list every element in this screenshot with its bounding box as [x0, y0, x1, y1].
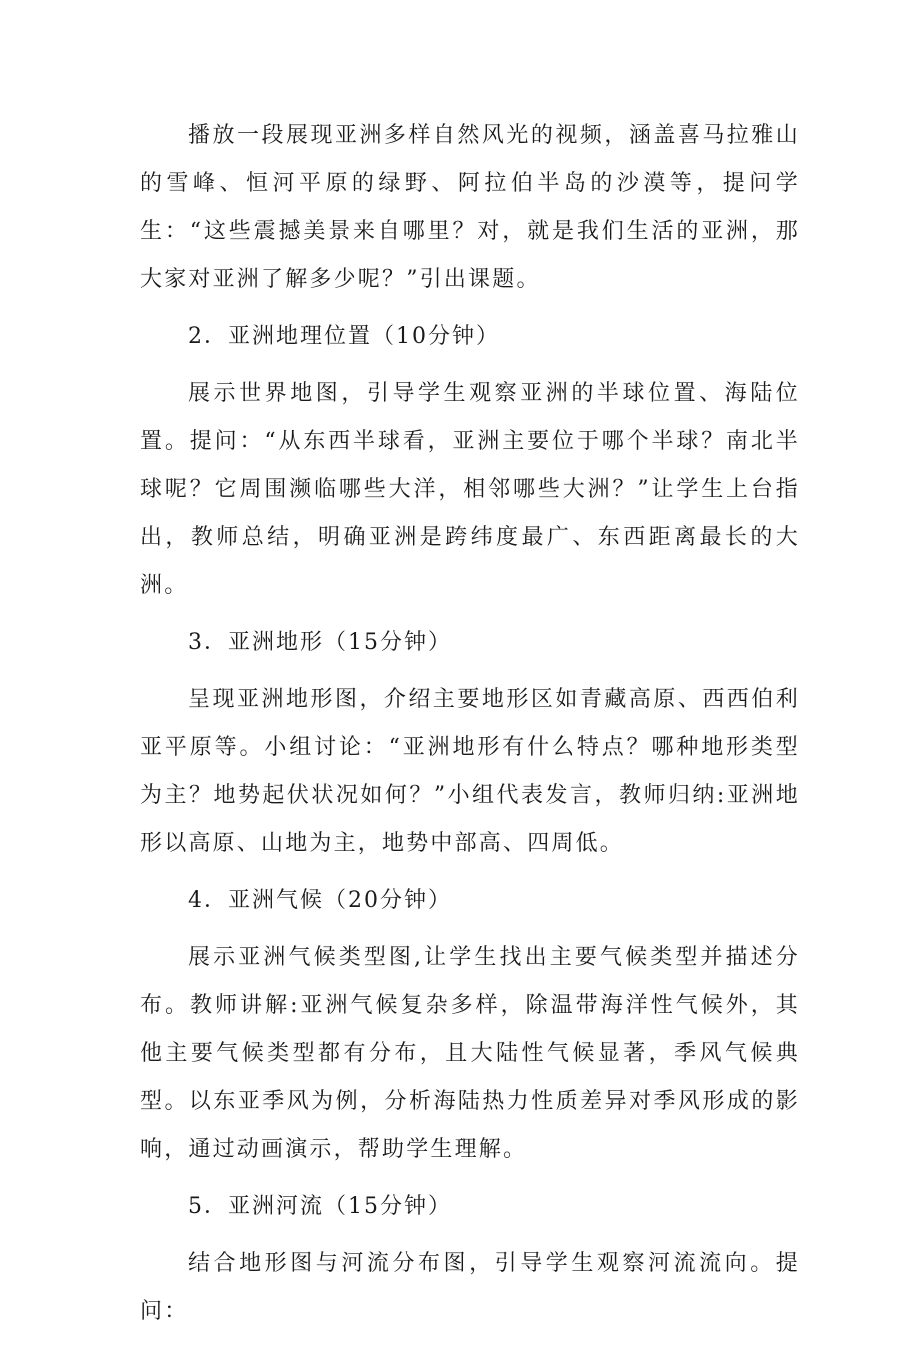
section-heading-rivers: 5．亚洲河流（15分钟） [188, 1194, 452, 1219]
section-body-terrain: 呈现亚洲地形图，介绍主要地形区如青藏高原、西西伯利亚平原等。小组讨论：“亚洲地形有什么特点？哪种地形类型为主？地势起伏状况如何？”小组代表发言，教师归纳:亚洲地形以高原、山地为主，地势中部高、四周低。 [140, 687, 800, 856]
section-body-rivers: 结合地形图与河流分布图，引导学生观察河流流向。提问： [140, 1251, 800, 1324]
section-heading-location: 2．亚洲地理位置（10分钟） [188, 324, 500, 349]
section-heading-climate: 4．亚洲气候（20分钟） [188, 888, 452, 913]
section-heading-terrain: 3．亚洲地形（15分钟） [188, 630, 452, 655]
document-page [140, 112, 800, 1345]
section-body-climate: 展示亚洲气候类型图,让学生找出主要气候类型并描述分布。教师讲解:亚洲气候复杂多样，除温带海洋性气候外，其他主要气候类型都有分布，且大陆性气候显著，季风气候典型。以东亚季风为例，分析海陆热力性质差异对季风形成的影响，通过动画演示，帮助学生理解。 [140, 945, 800, 1162]
intro-paragraph: 播放一段展现亚洲多样自然风光的视频，涵盖喜马拉雅山的雪峰、恒河平原的绿野、阿拉伯半岛的沙漠等，提问学生：“这些震撼美景来自哪里？对，就是我们生活的亚洲，那大家对亚洲了解多少呢？”引出课题。 [140, 123, 800, 292]
section-body-location: 展示世界地图，引导学生观察亚洲的半球位置、海陆位置。提问：“从东西半球看，亚洲主要位于哪个半球？南北半球呢？它周围濒临哪些大洋，相邻哪些大洲？”让学生上台指出，教师总结，明确亚洲是跨纬度最广、东西距离最长的大洲。 [140, 381, 800, 598]
